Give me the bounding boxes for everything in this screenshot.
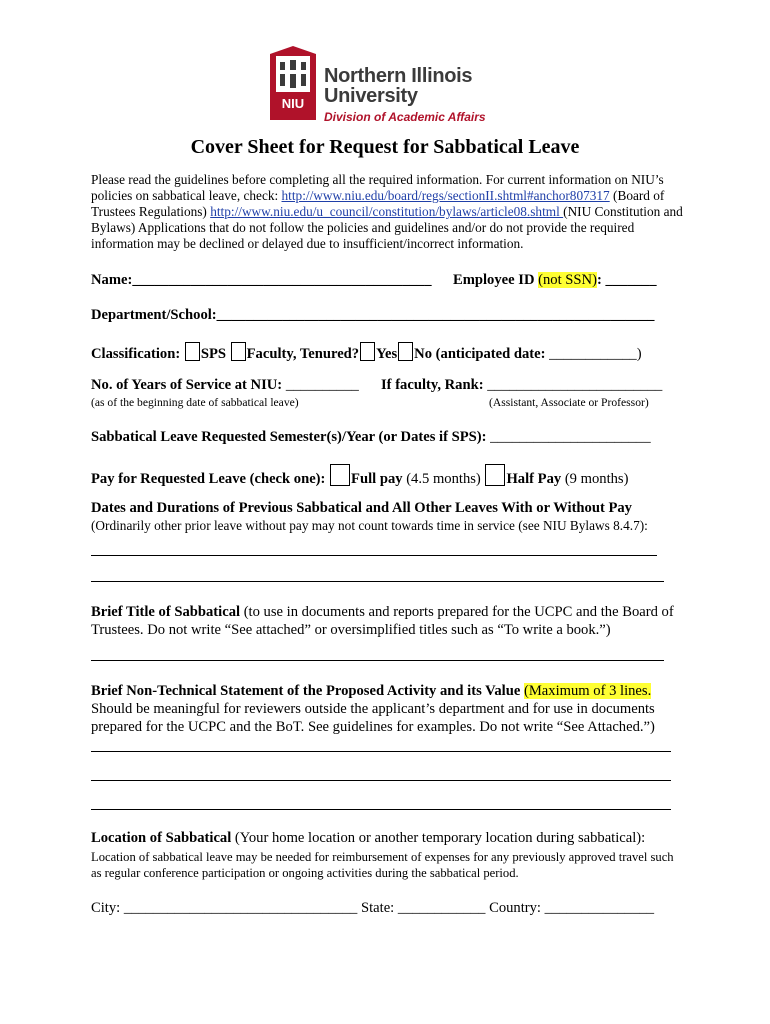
department-input-blank[interactable]: ____________________________________________________________ <box>216 307 655 323</box>
statement-paragraph <box>91 682 681 736</box>
previous-leaves-note: (Ordinarily other prior leave without pay may not count towards time in service (see NIU Bylaws 8.4.7): <box>91 518 648 533</box>
no-label: No (anticipated date: <box>414 346 550 362</box>
service-years-note: (as of the beginning date of sabbatical leave) <box>91 396 299 409</box>
employee-id-blank[interactable]: : _______ <box>596 272 657 288</box>
semester-blank[interactable]: ______________________ <box>490 429 651 445</box>
intro-text-3: (NIU Constitution and Bylaws) Applications that do not follow the policies and guidelines and/or do not provide the required information may be declined or delayed due to insufficient/incorrect information. <box>91 204 683 251</box>
statement-text: Should be meaningful for reviewers outside the applicant’s department and for use in documents prepared for the UCPC and the BoT. See guidelines for examples. Do not write “See Attached.”) <box>91 701 655 735</box>
semester-label: Sabbatical Leave Requested Semester(s)/Year (or Dates if SPS): <box>91 429 491 445</box>
location-heading: Location of Sabbatical <box>91 830 232 846</box>
city-blank[interactable]: ________________________________ <box>123 900 358 916</box>
department-label: Department/School: <box>91 307 217 323</box>
bot-regulations-link[interactable]: http://www.niu.edu/board/regs/sectionII.shtml#anchor807317 <box>281 188 610 203</box>
name-input-blank[interactable]: :_________________________________________ <box>127 272 432 288</box>
name-label: Name <box>91 272 128 288</box>
full-pay-label: Full pay <box>351 471 403 487</box>
location-note: Location of sabbatical leave may be needed for reimbursement of expenses for any previously approved travel such as regular conference participation or ongoing activities during the sabbatical period. <box>91 850 674 880</box>
statement-line-2[interactable] <box>91 780 671 781</box>
full-pay-note: (4.5 months) <box>402 471 485 487</box>
rank-note: (Assistant, Associate or Professor) <box>489 396 649 409</box>
brief-title-line[interactable] <box>91 660 664 661</box>
city-state-country-row <box>91 900 654 917</box>
brief-title-paragraph <box>91 603 681 639</box>
niu-logo <box>268 44 508 128</box>
half-pay-note: (9 months) <box>561 471 629 487</box>
not-ssn-highlight: (not SSN) <box>538 272 597 288</box>
previous-leaves-line-2[interactable] <box>91 581 664 582</box>
location-heading-row <box>91 830 645 847</box>
brief-title-heading: Brief Title of Sabbatical <box>91 604 241 620</box>
service-years-label: No. of Years of Service at NIU: <box>91 377 286 393</box>
yes-label: Yes <box>376 346 398 362</box>
previous-leaves-heading: Dates and Durations of Previous Sabbatical and All Other Leaves With or Without Pay <box>91 500 632 516</box>
name-field-row <box>91 272 432 289</box>
statement-line-3[interactable] <box>91 809 671 810</box>
rank-blank[interactable]: ________________________ <box>487 377 663 393</box>
pay-row <box>91 464 628 488</box>
statement-heading: Brief Non-Technical Statement of the Proposed Activity and its Value <box>91 683 524 699</box>
service-years-blank[interactable]: __________ <box>285 377 359 393</box>
location-heading-note: (Your home location or another temporary location during sabbatical): <box>231 830 646 846</box>
classification-label: Classification: <box>91 346 184 362</box>
close-paren: ) <box>636 346 642 362</box>
sps-label: SPS <box>200 346 230 362</box>
intro-text-1: Please read the guidelines before completing all the required information. For current information on NIU’s policies on sabbatical leave, check: <box>91 172 664 203</box>
department-row <box>91 307 654 324</box>
state-label: State: <box>357 900 398 916</box>
country-label: Country: <box>485 900 545 916</box>
page-title: Cover Sheet for Request for Sabbatical Leave <box>190 136 580 158</box>
logo-name-line2: University <box>324 85 418 107</box>
faculty-tenured-checkbox[interactable] <box>231 342 246 361</box>
intro-paragraph <box>91 172 691 252</box>
brief-title-text: (to use in documents and reports prepared for the UCPC and the Board of Trustees. Do not write “See attached” or oversimplified titles such as “To write a book.”) <box>91 604 674 638</box>
city-label: City: <box>91 900 124 916</box>
half-pay-label: Half Pay <box>506 471 562 487</box>
employee-id-row <box>453 272 657 289</box>
bylaws-link[interactable]: http://www.niu.edu/u_council/constitution/bylaws/article08.shtml <box>210 204 564 219</box>
logo-division: Division of Academic Affairs <box>324 110 486 124</box>
anticipated-date-blank[interactable]: ____________ <box>549 346 637 362</box>
previous-leaves-line-1[interactable] <box>91 555 657 556</box>
service-years-row <box>91 377 359 394</box>
pay-label: Pay for Requested Leave (check one): <box>91 471 330 487</box>
niu-tower-logo-icon <box>268 44 318 120</box>
no-checkbox[interactable] <box>398 342 413 361</box>
semester-row <box>91 429 651 446</box>
state-blank[interactable]: ____________ <box>397 900 486 916</box>
logo-name-line1: Northern Illinois <box>324 65 473 87</box>
statement-line-1[interactable] <box>91 751 671 752</box>
half-pay-checkbox[interactable] <box>485 464 505 486</box>
sps-checkbox[interactable] <box>185 342 200 361</box>
rank-row <box>381 377 662 394</box>
country-blank[interactable]: _______________ <box>544 900 655 916</box>
rank-label: If faculty, Rank: <box>381 377 488 393</box>
employee-id-label: Employee ID <box>453 272 539 288</box>
classification-row <box>91 342 642 363</box>
intro-text-2: (Board of Trustees Regulations) <box>91 188 665 219</box>
svg-text:NIU: NIU <box>281 96 305 111</box>
yes-checkbox[interactable] <box>360 342 375 361</box>
full-pay-checkbox[interactable] <box>330 464 350 486</box>
faculty-tenured-label: Faculty, Tenured? <box>246 346 360 362</box>
max-lines-highlight: (Maximum of 3 lines. <box>523 683 652 699</box>
